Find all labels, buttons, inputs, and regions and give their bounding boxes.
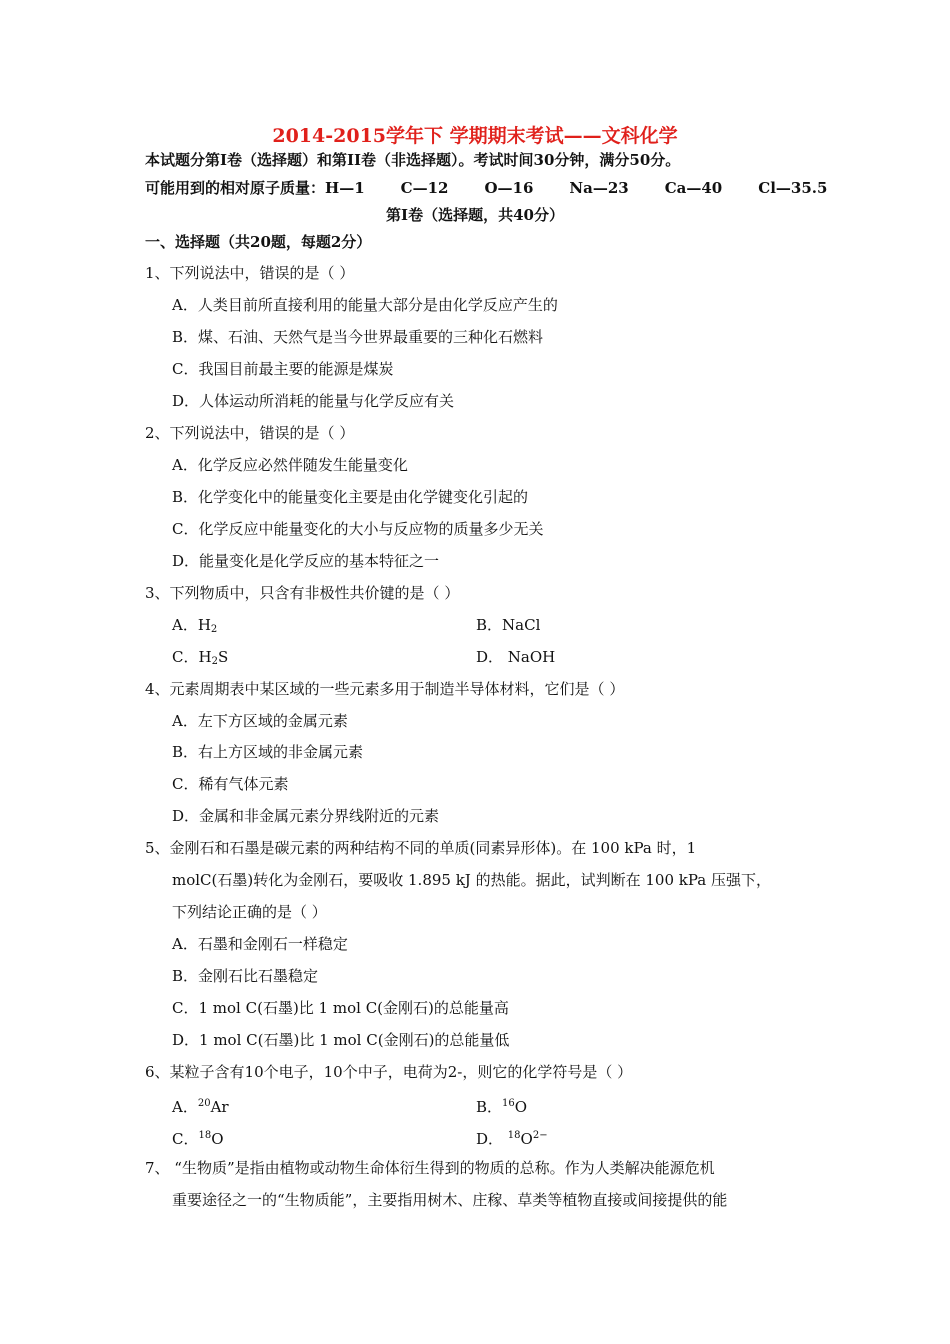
mass-ca: Ca—40 [664, 179, 723, 197]
q2-stem: 2、下列说法中，错误的是（ ） [145, 424, 355, 442]
q3-option-d: D． NaOH [476, 648, 556, 666]
q5-option-b: B．金刚石比石墨稳定 [172, 967, 319, 985]
q4-option-a: A．左下方区域的金属元素 [172, 712, 348, 730]
atomic-masses [145, 178, 827, 198]
q1-stem: 1、下列说法中，错误的是（ ） [145, 264, 355, 282]
mass-h: H—1 [325, 179, 365, 197]
q2-option-b: B．化学变化中的能量变化主要是由化学键变化引起的 [172, 488, 529, 506]
q4-stem: 4、元素周期表中某区域的一些元素多用于制造半导体材料，它们是（ ） [145, 680, 625, 698]
mass-c: C—12 [400, 179, 449, 197]
q4-option-c: C．稀有气体元素 [172, 775, 289, 793]
q2-option-d: D．能量变化是化学反应的基本特征之一 [172, 552, 440, 570]
q5-option-a: A．石墨和金刚石一样稳定 [172, 935, 348, 953]
atomic-masses-label: 可能用到的相对原子质量： [145, 179, 326, 197]
q6-stem: 6、某粒子含有10个电子，10个中子，电荷为2-，则它的化学符号是（ ） [145, 1063, 633, 1081]
q5-option-c: C．1 mol C(石墨)比 1 mol C(金刚石)的总能量高 [172, 999, 509, 1017]
q5-option-d: D．1 mol C(石墨)比 1 mol C(金刚石)的总能量低 [172, 1031, 510, 1049]
q3-stem: 3、下列物质中，只含有非极性共价键的是（ ） [145, 584, 460, 602]
q3-option-c: C．$H_2S$ [172, 648, 229, 667]
q2-option-c: C．化学反应中能量变化的大小与反应物的质量多少无关 [172, 520, 544, 538]
section1-title: 一、选择题（共20题，每题2分） [145, 233, 372, 251]
q7-stem-line2: 重要途径之一的“生物质能”，主要指用树木、庄稼、草类等植物直接或间接提供的能 [172, 1191, 728, 1209]
q1-option-c: C．我国目前最主要的能源是煤炭 [172, 360, 394, 378]
q1-option-a: A．人类目前所直接利用的能量大部分是由化学反应产生的 [172, 296, 558, 314]
mass-na: Na—23 [569, 179, 629, 197]
q6-option-d: D． $^{18}O^{2-}$ [476, 1130, 548, 1148]
q1-option-b: B．煤、石油、天然气是当今世界最重要的三种化石燃料 [172, 328, 544, 346]
q6-option-c: C．$^{18}$O [172, 1130, 224, 1148]
q3-option-b: B．NaCl [476, 616, 541, 634]
exam-intro: 本试题分第Ⅰ卷（选择题）和第II卷（非选择题）。考试时间30分钟，满分50分。 [145, 151, 681, 169]
part1-title: 第Ⅰ卷（选择题，共40分） [386, 206, 564, 224]
q5-stem-line3: 下列结论正确的是（ ） [172, 903, 327, 921]
q6-option-b: B．$^{16}$O [476, 1098, 528, 1116]
q6-option-a: A．$^{20}$Ar [172, 1098, 229, 1116]
q5-stem-line2: molC(石墨)转化为金刚石，要吸收 1.895 kJ 的热能。据此，试判断在 100 kPa 压强下， [172, 871, 771, 889]
q3-option-a: A．$H_2$ [172, 616, 218, 635]
q4-option-b: B．右上方区域的非金属元素 [172, 743, 364, 761]
q4-option-d: D．金属和非金属元素分界线附近的元素 [172, 807, 440, 825]
q5-stem-line1: 5、金刚石和石墨是碳元素的两种结构不同的单质(同素异形体)。在 100 kPa 时，1 [145, 839, 697, 857]
mass-o: O—16 [484, 179, 534, 197]
q2-option-a: A．化学反应必然伴随发生能量变化 [172, 456, 408, 474]
q1-option-d: D．人体运动所消耗的能量与化学反应有关 [172, 392, 455, 410]
q7-stem-line1: 7、 “生物质”是指由植物或动物生命体衍生得到的物质的总称。作为人类解决能源危机 [145, 1159, 715, 1177]
mass-cl: Cl—35.5 [758, 179, 828, 197]
exam-title: 2014-2015学年下 学期期末考试——文科化学 [272, 125, 678, 147]
